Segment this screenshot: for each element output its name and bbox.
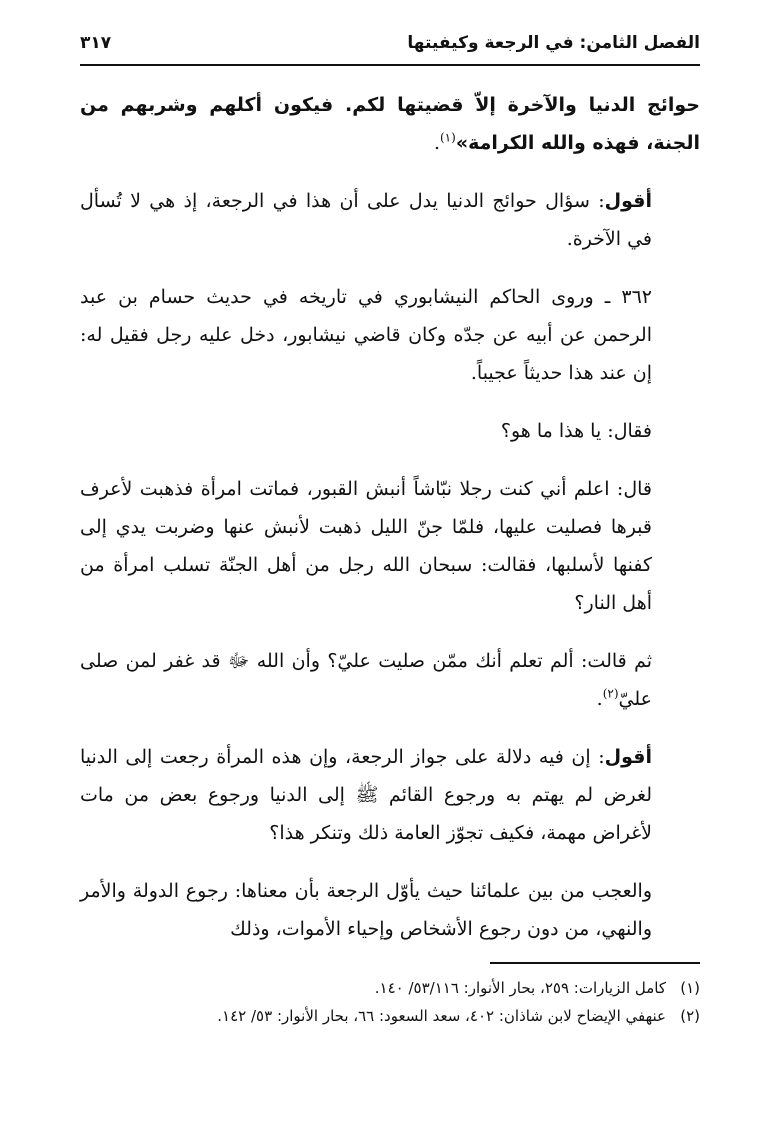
paragraph-quote-end bbox=[80, 86, 700, 162]
main-text bbox=[80, 86, 700, 948]
footnote-ref-1[interactable]: (١) bbox=[439, 130, 456, 145]
footnote-number: (٢) bbox=[680, 1007, 700, 1025]
commentary-lead: أقول bbox=[604, 746, 652, 768]
footnote-2 bbox=[80, 1002, 700, 1030]
footnote-text: عنهفي الإيضاح لابن شاذان: ٤٠٢، سعد السعود: ٦٦، بحار الأنوار: ٥٣/ ١٤٢. bbox=[217, 1007, 666, 1025]
paragraph-commentary-1 bbox=[80, 182, 700, 258]
paragraph-hadith-362 bbox=[80, 278, 700, 392]
paragraph-question bbox=[80, 412, 700, 450]
footnote-1 bbox=[80, 974, 700, 1002]
paragraph-commentary-2 bbox=[80, 738, 700, 852]
paragraph-story bbox=[80, 470, 700, 622]
quote-text: حوائج الدنيا والآخرة إلاّ قضيتها لكم. فيكون أكلهم وشربهم من الجنة، فهذه والله الكرامة» bbox=[80, 94, 700, 154]
commentary-text: : سؤال حوائج الدنيا يدل على أن هذا في الرجعة، إذ هي لا تُسأل في الآخرة. bbox=[80, 190, 652, 250]
hadith-text: ٣٦٢ ـ وروى الحاكم النيشابوري في تاريخه في حديث حسام بن عبد الرحمن عن أبيه عن جدّه وكان قاضي نيشابور، دخل عليه رجل فقيل له: إن عند هذا حديثاً عجيباً. bbox=[80, 286, 652, 384]
reply-text: ثم قالت: ألم تعلم أنك ممّن صليت عليّ؟ وأن الله ﷻ قد غفر لمن صلى عليّ bbox=[80, 650, 652, 710]
story-text: قال: اعلم أني كنت رجلا نبّاشاً أنبش القبور، فماتت امرأة فذهبت لأعرف قبرها فصليت عليها، فلمّا جنّ الليل ذهبت لأنبش عنها وضربت يدي إلى كفنها لأسلبها، فقالت: سبحان الله رجل من أهل الجنّة تسلب امرأة من أهل النار؟ bbox=[80, 478, 652, 614]
quote-end: . bbox=[433, 132, 440, 154]
commentary-lead: أقول bbox=[604, 190, 652, 212]
chapter-title: الفصل الثامن: في الرجعة وكيفيتها bbox=[407, 33, 700, 53]
closing-text: والعجب من بين علمائنا حيث يأوّل الرجعة بأن معناها: رجوع الدولة والأمر والنهي، من دون رجوع الأشخاص وإحياء الأموات، وذلك bbox=[80, 880, 652, 940]
running-header bbox=[80, 28, 700, 58]
question-text: فقال: يا هذا ما هو؟ bbox=[500, 420, 652, 442]
footnotes bbox=[80, 974, 700, 1030]
footnote-divider bbox=[490, 962, 700, 964]
page-number: ٣١٧ bbox=[80, 33, 112, 53]
footnote-text: كامل الزيارات: ٢٥٩، بحار الأنوار: ٥٣/١١٦/ ١٤٠. bbox=[374, 979, 666, 997]
book-page bbox=[80, 28, 700, 1030]
paragraph-reply bbox=[80, 642, 700, 718]
commentary-text: : إن فيه دلالة على جواز الرجعة، وإن هذه المرأة رجعت إلى الدنيا لغرض لم يهتم به ورجوع القائم ﷺ إلى الدنيا ورجوع بعض من مات لأغراض مهمة، فكيف تجوّز العامة ذلك وتنكر هذا؟ bbox=[80, 746, 652, 844]
header-divider bbox=[80, 64, 700, 66]
paragraph-closing bbox=[80, 872, 700, 948]
footnote-ref-2[interactable]: (٢) bbox=[602, 686, 619, 701]
footnote-number: (١) bbox=[680, 979, 700, 997]
reply-end: . bbox=[596, 688, 603, 710]
